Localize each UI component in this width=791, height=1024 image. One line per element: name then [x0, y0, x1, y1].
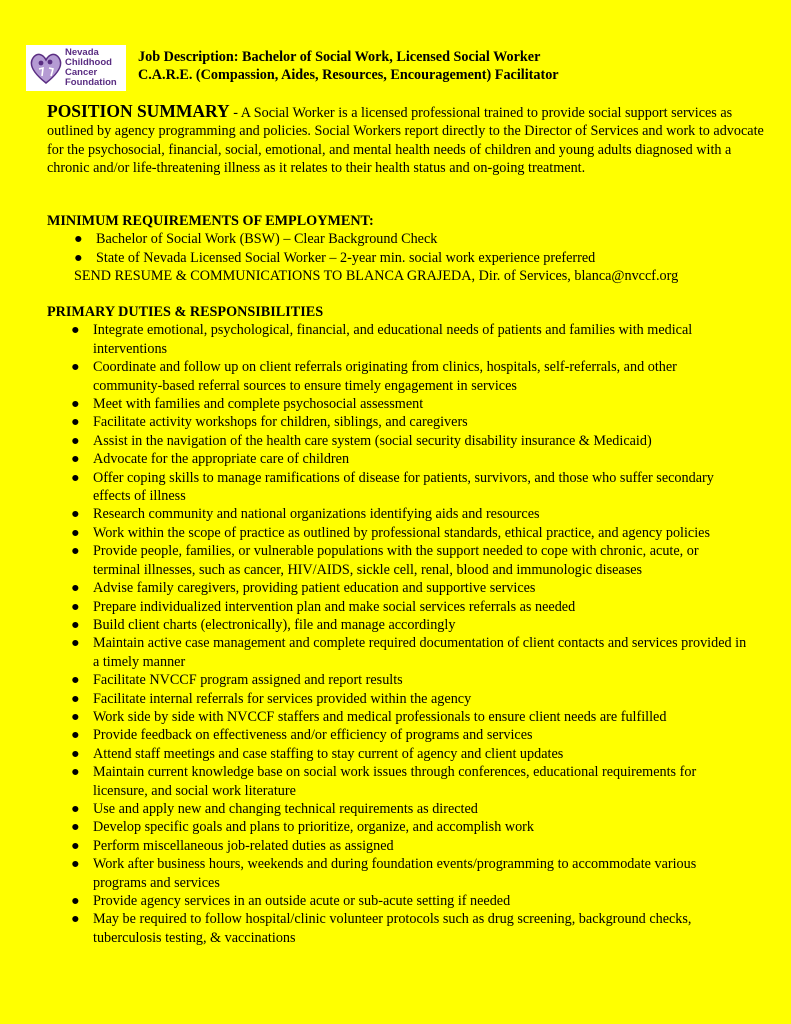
- list-item: [47, 818, 747, 836]
- bullet-icon: ●: [71, 322, 80, 339]
- list-item: [47, 708, 747, 726]
- bullet-icon: ●: [74, 249, 83, 266]
- bullet-icon: ●: [71, 506, 80, 523]
- duty-text: Attend staff meetings and case staffing to stay current of agency and client updates: [93, 745, 564, 762]
- list-item: [47, 230, 767, 248]
- bullet-icon: ●: [71, 543, 80, 560]
- requirements-list: [47, 230, 767, 267]
- duty-text: Facilitate activity workshops for children, siblings, and caregivers: [93, 414, 468, 431]
- bullet-icon: ●: [71, 745, 80, 762]
- bullet-icon: ●: [71, 432, 80, 449]
- list-item: [47, 542, 747, 579]
- bullet-icon: ●: [71, 800, 80, 817]
- duty-text: Provide people, families, or vulnerable populations with the support needed to cope with chronic, acute, or terminal illnesses, such as cancer, HIV/AIDS, sickle cell, renal, blood and immunologic diseases: [93, 543, 699, 578]
- duty-text: Coordinate and follow up on client referrals originating from clinics, hospitals, self-referrals, and other community-based referral sources to ensure timely engagement in services: [93, 359, 677, 394]
- duty-text: Provide agency services in an outside acute or sub-acute setting if needed: [93, 893, 511, 909]
- bullet-icon: ●: [71, 856, 80, 873]
- logo-line: Cancer: [65, 67, 98, 78]
- summary-dash: -: [229, 105, 241, 121]
- list-item: [47, 800, 747, 818]
- bullet-icon: ●: [71, 893, 80, 909]
- logo-line: Childhood: [65, 57, 112, 68]
- duty-text: Advise family caregivers, providing patient education and supportive services: [93, 580, 536, 597]
- duty-text: Research community and national organizations identifying aids and resources: [93, 506, 540, 523]
- logo-wordmark: [65, 48, 117, 88]
- list-item: [47, 598, 747, 616]
- duty-text: Develop specific goals and plans to prioritize, organize, and accomplish work: [93, 819, 534, 836]
- bullet-icon: ●: [71, 359, 80, 376]
- list-item: [47, 616, 747, 634]
- heart-logo-icon: [29, 50, 63, 86]
- position-summary-section: [47, 102, 767, 178]
- logo-line: Nevada: [65, 47, 99, 58]
- duty-text: Maintain current knowledge base on social work issues through conferences, educational requirements for licensure, and social work literature: [93, 764, 697, 799]
- list-item: [47, 321, 747, 358]
- minimum-requirements-heading: MINIMUM REQUIREMENTS OF EMPLOYMENT:: [47, 213, 374, 229]
- list-item: [47, 745, 747, 763]
- duty-text: Facilitate NVCCF program assigned and report results: [93, 672, 403, 689]
- bullet-icon: ●: [71, 690, 80, 707]
- requirement-text: Bachelor of Social Work (BSW) – Clear Background Check: [96, 231, 438, 248]
- list-item: [47, 469, 747, 506]
- duty-text: Facilitate internal referrals for services provided within the agency: [93, 690, 472, 707]
- duty-text: Work within the scope of practice as outlined by professional standards, ethical practice, and agency policies: [93, 524, 710, 541]
- logo-line: Foundation: [65, 77, 117, 88]
- bullet-icon: ●: [71, 764, 80, 781]
- list-item: [47, 395, 747, 413]
- organization-logo: [26, 45, 126, 91]
- duty-text: Offer coping skills to manage ramifications of disease for patients, survivors, and those who suffer secondary effects of illness: [93, 469, 714, 505]
- bullet-icon: ●: [71, 672, 80, 689]
- requirement-text: State of Nevada Licensed Social Worker – 2-year min. social work experience preferred: [96, 249, 596, 266]
- list-item: [47, 671, 747, 689]
- bullet-icon: ●: [71, 451, 80, 468]
- list-item: [47, 690, 747, 708]
- bullet-icon: ●: [71, 727, 80, 744]
- contact-line: SEND RESUME & COMMUNICATIONS TO BLANCA GRAJEDA, Dir. of Services, blanca@nvccf.org: [74, 268, 679, 285]
- list-item: [47, 505, 747, 523]
- duty-text: Build client charts (electronically), file and manage accordingly: [93, 616, 456, 633]
- position-summary-text: A Social Worker is a licensed professional trained to provide social support services as outlined by agency programming and policies. Social Workers report directly to the Director of Services and work to advocate for the psychosocial, financial, social, emotional, and mental health needs of children and young adults diagnosed with a chronic and/or life-threatening illness as it relates to their health status and on-going treatment.: [47, 105, 764, 177]
- list-item: [47, 432, 747, 450]
- bullet-icon: ●: [74, 231, 83, 248]
- duty-text: Maintain active case management and complete required documentation of client contacts and services provided in a timely manner: [93, 635, 747, 670]
- list-item: [47, 450, 747, 468]
- list-item: [47, 413, 747, 431]
- bullet-icon: ●: [71, 819, 80, 836]
- program-title: C.A.R.E. (Compassion, Aides, Resources, Encouragement) Facilitator: [138, 67, 559, 83]
- list-item: [47, 249, 767, 267]
- duty-text: Perform miscellaneous job-related duties as assigned: [93, 837, 394, 854]
- list-item: [47, 910, 747, 947]
- duty-text: May be required to follow hospital/clinic volunteer protocols such as drug screening, background checks, tuberculosis testing, & vaccinations: [93, 911, 692, 946]
- bullet-icon: ●: [71, 469, 80, 486]
- list-item: [47, 837, 747, 855]
- bullet-icon: ●: [71, 708, 80, 725]
- list-item: [47, 634, 747, 671]
- job-title: Job Description: Bachelor of Social Work, Licensed Social Worker: [138, 49, 541, 65]
- list-item: [47, 726, 747, 744]
- bullet-icon: ●: [71, 580, 80, 597]
- bullet-icon: ●: [71, 396, 80, 413]
- duty-text: Prepare individualized intervention plan and make social services referrals as needed: [93, 598, 576, 615]
- duties-list: [47, 321, 747, 947]
- duty-text: Provide feedback on effectiveness and/or efficiency of programs and services: [93, 727, 533, 744]
- primary-duties-section: [47, 303, 747, 947]
- bullet-icon: ●: [71, 837, 80, 854]
- bullet-icon: ●: [71, 616, 80, 633]
- duty-text: Meet with families and complete psychosocial assessment: [93, 396, 424, 413]
- bullet-icon: ●: [71, 911, 80, 928]
- list-item: [47, 763, 747, 800]
- bullet-icon: ●: [71, 414, 80, 431]
- list-item: [47, 524, 747, 542]
- list-item: [47, 358, 747, 395]
- bullet-icon: ●: [71, 635, 80, 652]
- duty-text: Advocate for the appropriate care of children: [93, 451, 350, 468]
- bullet-icon: ●: [71, 598, 80, 615]
- list-item: [47, 892, 747, 910]
- position-summary-heading: POSITION SUMMARY: [47, 101, 230, 121]
- minimum-requirements-section: [47, 212, 767, 286]
- duty-text: Work side by side with NVCCF staffers and medical professionals to ensure client needs are fulfilled: [93, 708, 667, 725]
- duty-text: Integrate emotional, psychological, financial, and educational needs of patients and families with medical interventions: [93, 322, 693, 357]
- duty-text: Use and apply new and changing technical requirements as directed: [93, 800, 478, 817]
- bullet-icon: ●: [71, 524, 80, 541]
- duty-text: Assist in the navigation of the health care system (social security disability insurance & Medicaid): [93, 432, 652, 449]
- list-item: [47, 579, 747, 597]
- primary-duties-heading: PRIMARY DUTIES & RESPONSIBILITIES: [47, 304, 324, 320]
- document-header: [138, 48, 559, 84]
- list-item: [47, 855, 747, 892]
- duty-text: Work after business hours, weekends and during foundation events/programming to accommodate various programs and services: [93, 856, 697, 891]
